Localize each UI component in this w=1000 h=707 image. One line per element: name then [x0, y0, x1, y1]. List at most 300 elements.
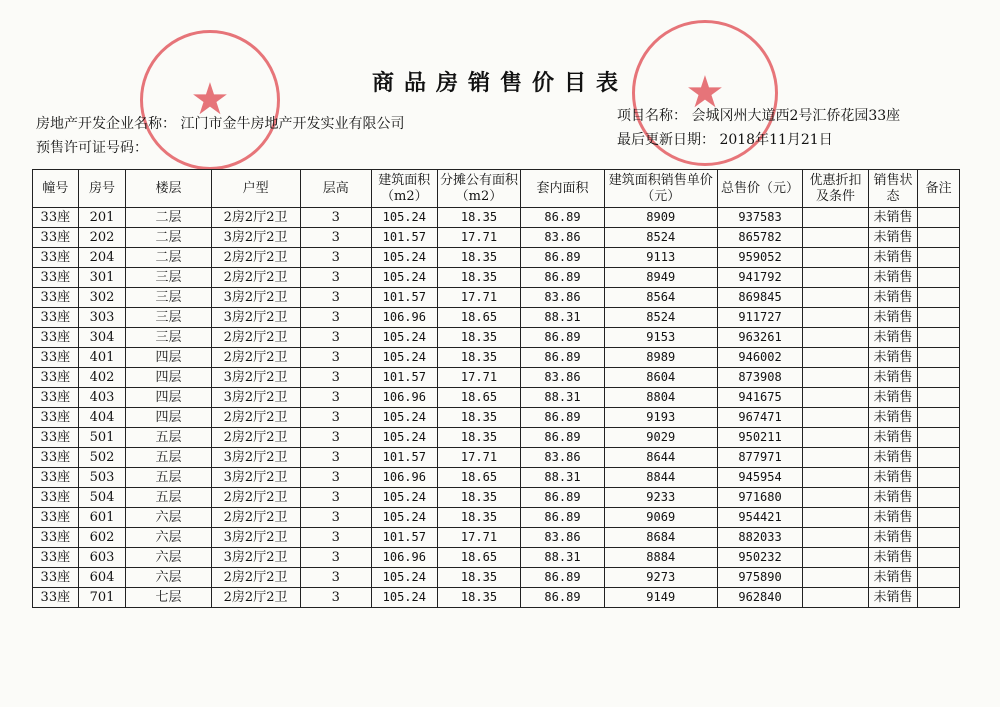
table-cell — [803, 508, 868, 528]
table-cell — [918, 508, 960, 528]
table-cell: 18.65 — [437, 308, 521, 328]
table-cell: 8684 — [604, 528, 717, 548]
table-cell: 二层 — [126, 208, 211, 228]
table-cell: 865782 — [717, 228, 803, 248]
table-cell — [803, 348, 868, 368]
table-cell: 五层 — [126, 468, 211, 488]
table-cell: 3房2厅2卫 — [211, 528, 300, 548]
table-cell: 2房2厅2卫 — [211, 268, 300, 288]
table-cell: 603 — [78, 548, 126, 568]
table-cell: 83.86 — [521, 528, 604, 548]
table-row — [33, 468, 960, 488]
table-row — [33, 288, 960, 308]
table-cell: 2房2厅2卫 — [211, 408, 300, 428]
table-cell: 3房2厅2卫 — [211, 548, 300, 568]
table-cell: 3 — [300, 528, 371, 548]
table-cell: 17.71 — [437, 448, 521, 468]
table-cell: 202 — [78, 228, 126, 248]
table-cell: 33座 — [33, 228, 79, 248]
table-cell: 三层 — [126, 288, 211, 308]
table-cell — [918, 368, 960, 388]
updated-label: 最后更新日期： — [617, 132, 715, 148]
table-cell: 86.89 — [521, 208, 604, 228]
table-cell — [918, 268, 960, 288]
table-cell: 未销售 — [868, 408, 918, 428]
table-cell: 33座 — [33, 348, 79, 368]
table-cell — [803, 388, 868, 408]
table-cell — [918, 308, 960, 328]
table-cell: 946002 — [717, 348, 803, 368]
table-cell: 四层 — [126, 348, 211, 368]
table-cell: 404 — [78, 408, 126, 428]
table-cell: 601 — [78, 508, 126, 528]
table-cell: 33座 — [33, 548, 79, 568]
table-cell: 86.89 — [521, 428, 604, 448]
table-cell — [918, 288, 960, 308]
table-cell: 二层 — [126, 248, 211, 268]
table-cell: 18.35 — [437, 208, 521, 228]
table-cell: 105.24 — [371, 248, 437, 268]
table-cell: 86.89 — [521, 408, 604, 428]
table-cell: 8844 — [604, 468, 717, 488]
table-cell: 950232 — [717, 548, 803, 568]
table-cell: 3房2厅2卫 — [211, 448, 300, 468]
table-cell: 8524 — [604, 228, 717, 248]
table-cell: 9029 — [604, 428, 717, 448]
table-cell: 三层 — [126, 268, 211, 288]
table-cell: 602 — [78, 528, 126, 548]
table-cell: 3 — [300, 268, 371, 288]
table-cell: 8644 — [604, 448, 717, 468]
column-header: 销售状态 — [868, 170, 918, 208]
table-cell: 86.89 — [521, 508, 604, 528]
table-cell: 83.86 — [521, 368, 604, 388]
table-cell: 106.96 — [371, 548, 437, 568]
table-cell: 8524 — [604, 308, 717, 328]
table-cell: 950211 — [717, 428, 803, 448]
table-cell: 504 — [78, 488, 126, 508]
table-cell: 未销售 — [868, 508, 918, 528]
column-header: 户型 — [211, 170, 300, 208]
page-title: 商品房销售价目表 — [371, 70, 628, 96]
column-header: 建筑面积销售单价（元） — [604, 170, 717, 208]
table-cell: 17.71 — [437, 228, 521, 248]
developer-name: 江门市金牛房地产开发实业有限公司 — [180, 116, 405, 132]
table-row — [33, 548, 960, 568]
table-cell: 105.24 — [371, 588, 437, 608]
table-cell: 3房2厅2卫 — [211, 228, 300, 248]
table-cell: 941792 — [717, 268, 803, 288]
table-cell — [803, 208, 868, 228]
table-cell: 未销售 — [868, 528, 918, 548]
table-cell: 959052 — [717, 248, 803, 268]
table-cell: 18.35 — [437, 588, 521, 608]
table-row — [33, 308, 960, 328]
table-cell: 3 — [300, 548, 371, 568]
table-cell: 2房2厅2卫 — [211, 488, 300, 508]
table-cell — [803, 528, 868, 548]
table-cell — [918, 408, 960, 428]
table-cell — [918, 568, 960, 588]
table-cell: 未销售 — [868, 368, 918, 388]
table-cell: 3 — [300, 588, 371, 608]
table-cell: 86.89 — [521, 348, 604, 368]
table-cell: 9153 — [604, 328, 717, 348]
table-cell: 105.24 — [371, 488, 437, 508]
table-cell — [803, 228, 868, 248]
project-line — [617, 105, 900, 125]
table-cell: 18.65 — [437, 548, 521, 568]
table-cell: 88.31 — [521, 548, 604, 568]
table-cell: 8604 — [604, 368, 717, 388]
table-cell: 3 — [300, 508, 371, 528]
table-cell: 二层 — [126, 228, 211, 248]
table-row — [33, 388, 960, 408]
table-cell: 3 — [300, 208, 371, 228]
table-cell: 33座 — [33, 248, 79, 268]
table-cell: 86.89 — [521, 568, 604, 588]
table-cell: 3 — [300, 448, 371, 468]
table-cell: 3 — [300, 328, 371, 348]
table-cell — [918, 588, 960, 608]
table-cell: 201 — [78, 208, 126, 228]
developer-label: 房地产开发企业名称： — [36, 116, 176, 132]
table-cell: 未销售 — [868, 468, 918, 488]
table-cell: 33座 — [33, 448, 79, 468]
table-cell: 8564 — [604, 288, 717, 308]
permit-label: 预售许可证号码： — [36, 140, 148, 156]
table-cell: 未销售 — [868, 388, 918, 408]
table-cell: 105.24 — [371, 328, 437, 348]
table-cell: 403 — [78, 388, 126, 408]
table-cell: 401 — [78, 348, 126, 368]
table-cell: 3房2厅2卫 — [211, 368, 300, 388]
table-cell: 975890 — [717, 568, 803, 588]
table-cell — [803, 268, 868, 288]
table-cell: 33座 — [33, 488, 79, 508]
table-cell: 未销售 — [868, 248, 918, 268]
table-cell: 3房2厅2卫 — [211, 468, 300, 488]
column-header: 幢号 — [33, 170, 79, 208]
table-cell: 33座 — [33, 388, 79, 408]
column-header: 优惠折扣及条件 — [803, 170, 868, 208]
table-cell: 501 — [78, 428, 126, 448]
table-cell: 3 — [300, 428, 371, 448]
table-cell — [918, 388, 960, 408]
table-cell: 3房2厅2卫 — [211, 388, 300, 408]
table-cell: 18.35 — [437, 488, 521, 508]
table-cell: 三层 — [126, 308, 211, 328]
table-cell: 33座 — [33, 268, 79, 288]
project-label: 项目名称： — [617, 108, 687, 124]
table-cell: 8884 — [604, 548, 717, 568]
table-cell — [803, 288, 868, 308]
table-cell: 2房2厅2卫 — [211, 208, 300, 228]
table-cell — [803, 548, 868, 568]
table-cell: 9193 — [604, 408, 717, 428]
column-header: 层高 — [300, 170, 371, 208]
table-cell: 六层 — [126, 568, 211, 588]
table-cell — [918, 428, 960, 448]
table-cell — [918, 248, 960, 268]
table-cell: 六层 — [126, 548, 211, 568]
table-cell: 869845 — [717, 288, 803, 308]
table-cell: 17.71 — [437, 288, 521, 308]
table-cell: 18.35 — [437, 508, 521, 528]
table-cell: 17.71 — [437, 368, 521, 388]
table-cell: 882033 — [717, 528, 803, 548]
table-cell: 302 — [78, 288, 126, 308]
table-cell — [803, 588, 868, 608]
table-cell: 101.57 — [371, 228, 437, 248]
column-header: 总售价（元） — [717, 170, 803, 208]
table-cell: 18.35 — [437, 408, 521, 428]
table-cell: 937583 — [717, 208, 803, 228]
table-cell: 105.24 — [371, 568, 437, 588]
table-cell: 9273 — [604, 568, 717, 588]
table-cell: 967471 — [717, 408, 803, 428]
table-cell: 2房2厅2卫 — [211, 328, 300, 348]
table-cell: 33座 — [33, 288, 79, 308]
star-icon: ★ — [685, 67, 725, 118]
table-cell: 3房2厅2卫 — [211, 288, 300, 308]
table-cell: 3 — [300, 568, 371, 588]
table-cell: 四层 — [126, 368, 211, 388]
star-icon: ★ — [190, 74, 230, 125]
column-header: 套内面积 — [521, 170, 604, 208]
column-header: 房号 — [78, 170, 126, 208]
table-cell: 2房2厅2卫 — [211, 428, 300, 448]
table-cell: 18.35 — [437, 568, 521, 588]
table-cell — [803, 408, 868, 428]
table-cell: 9233 — [604, 488, 717, 508]
table-cell — [918, 468, 960, 488]
table-cell: 301 — [78, 268, 126, 288]
table-cell: 六层 — [126, 508, 211, 528]
table-cell: 304 — [78, 328, 126, 348]
table-cell: 86.89 — [521, 268, 604, 288]
table-cell: 18.35 — [437, 328, 521, 348]
table-cell: 18.65 — [437, 388, 521, 408]
table-cell — [803, 308, 868, 328]
table-cell — [918, 348, 960, 368]
table-cell: 五层 — [126, 488, 211, 508]
table-cell: 3 — [300, 228, 371, 248]
table-cell: 3 — [300, 408, 371, 428]
price-table — [32, 169, 960, 608]
table-cell: 18.35 — [437, 248, 521, 268]
table-cell: 3 — [300, 288, 371, 308]
table-row — [33, 408, 960, 428]
table-cell: 33座 — [33, 368, 79, 388]
table-cell: 七层 — [126, 588, 211, 608]
table-cell: 2房2厅2卫 — [211, 248, 300, 268]
table-cell — [803, 428, 868, 448]
table-cell: 88.31 — [521, 468, 604, 488]
table-cell: 33座 — [33, 308, 79, 328]
table-row — [33, 428, 960, 448]
table-cell: 8989 — [604, 348, 717, 368]
table-cell: 101.57 — [371, 368, 437, 388]
table-cell: 四层 — [126, 388, 211, 408]
table-cell: 六层 — [126, 528, 211, 548]
table-cell — [803, 368, 868, 388]
table-cell: 3 — [300, 468, 371, 488]
table-cell — [918, 228, 960, 248]
table-cell: 106.96 — [371, 468, 437, 488]
table-cell: 未销售 — [868, 288, 918, 308]
table-cell: 未销售 — [868, 488, 918, 508]
table-cell: 18.35 — [437, 348, 521, 368]
table-cell: 83.86 — [521, 448, 604, 468]
table-cell: 9113 — [604, 248, 717, 268]
table-cell — [803, 568, 868, 588]
table-cell: 17.71 — [437, 528, 521, 548]
table-header-row — [33, 170, 960, 208]
table-cell: 106.96 — [371, 308, 437, 328]
column-header: 分摊公有面积（m2） — [437, 170, 521, 208]
table-row — [33, 328, 960, 348]
table-cell: 303 — [78, 308, 126, 328]
table-cell: 402 — [78, 368, 126, 388]
table-row — [33, 508, 960, 528]
table-cell: 8909 — [604, 208, 717, 228]
table-cell: 18.65 — [437, 468, 521, 488]
table-cell: 86.89 — [521, 248, 604, 268]
table-cell: 18.35 — [437, 268, 521, 288]
table-cell: 2房2厅2卫 — [211, 568, 300, 588]
updated-line — [617, 129, 833, 149]
table-cell: 8949 — [604, 268, 717, 288]
column-header: 备注 — [918, 170, 960, 208]
table-cell: 101.57 — [371, 288, 437, 308]
table-row — [33, 588, 960, 608]
table-cell — [918, 328, 960, 348]
table-cell: 3 — [300, 248, 371, 268]
table-cell — [918, 208, 960, 228]
column-header: 楼层 — [126, 170, 211, 208]
table-cell: 2房2厅2卫 — [211, 348, 300, 368]
table-cell: 33座 — [33, 568, 79, 588]
table-row — [33, 528, 960, 548]
table-cell: 未销售 — [868, 348, 918, 368]
project-name: 会城冈州大道西2号汇侨花园33座 — [691, 108, 901, 124]
table-cell: 86.89 — [521, 588, 604, 608]
table-cell: 未销售 — [868, 568, 918, 588]
table-cell — [803, 448, 868, 468]
table-cell: 945954 — [717, 468, 803, 488]
table-cell — [803, 248, 868, 268]
table-cell: 9069 — [604, 508, 717, 528]
table-cell: 941675 — [717, 388, 803, 408]
table-cell: 33座 — [33, 328, 79, 348]
table-cell: 未销售 — [868, 448, 918, 468]
table-cell: 三层 — [126, 328, 211, 348]
table-cell: 962840 — [717, 588, 803, 608]
table-row — [33, 228, 960, 248]
table-cell: 873908 — [717, 368, 803, 388]
column-header: 建筑面积（m2） — [371, 170, 437, 208]
table-cell: 五层 — [126, 448, 211, 468]
updated-date: 2018年11月21日 — [719, 132, 833, 148]
table-cell: 未销售 — [868, 328, 918, 348]
table-cell: 3 — [300, 368, 371, 388]
table-cell: 503 — [78, 468, 126, 488]
table-cell: 86.89 — [521, 328, 604, 348]
table-cell — [803, 328, 868, 348]
table-cell: 未销售 — [868, 588, 918, 608]
company-seal — [140, 30, 280, 170]
table-cell: 701 — [78, 588, 126, 608]
table-row — [33, 568, 960, 588]
table-cell: 五层 — [126, 428, 211, 448]
table-cell: 33座 — [33, 408, 79, 428]
table-cell: 33座 — [33, 208, 79, 228]
table-cell: 3 — [300, 388, 371, 408]
table-cell: 未销售 — [868, 548, 918, 568]
table-row — [33, 268, 960, 288]
table-row — [33, 348, 960, 368]
table-cell: 963261 — [717, 328, 803, 348]
table-cell: 105.24 — [371, 428, 437, 448]
table-cell: 3 — [300, 308, 371, 328]
table-cell: 105.24 — [371, 408, 437, 428]
table-cell: 33座 — [33, 588, 79, 608]
table-cell: 83.86 — [521, 288, 604, 308]
table-cell: 971680 — [717, 488, 803, 508]
table-cell: 18.35 — [437, 428, 521, 448]
developer-line — [36, 113, 404, 133]
table-cell — [803, 468, 868, 488]
table-cell: 105.24 — [371, 208, 437, 228]
table-row — [33, 488, 960, 508]
table-cell: 未销售 — [868, 208, 918, 228]
table-cell: 四层 — [126, 408, 211, 428]
table-row — [33, 208, 960, 228]
table-row — [33, 368, 960, 388]
table-cell: 86.89 — [521, 488, 604, 508]
table-cell: 33座 — [33, 428, 79, 448]
table-cell: 2房2厅2卫 — [211, 588, 300, 608]
table-cell: 604 — [78, 568, 126, 588]
table-cell: 未销售 — [868, 228, 918, 248]
table-cell — [918, 488, 960, 508]
table-cell: 954421 — [717, 508, 803, 528]
table-cell — [918, 448, 960, 468]
table-cell: 502 — [78, 448, 126, 468]
table-cell: 88.31 — [521, 388, 604, 408]
table-row — [33, 248, 960, 268]
permit-line — [36, 137, 148, 157]
table-cell: 204 — [78, 248, 126, 268]
table-cell: 101.57 — [371, 528, 437, 548]
table-cell: 106.96 — [371, 388, 437, 408]
table-cell: 911727 — [717, 308, 803, 328]
table-cell: 88.31 — [521, 308, 604, 328]
table-cell — [918, 528, 960, 548]
table-cell: 3 — [300, 488, 371, 508]
table-cell: 33座 — [33, 528, 79, 548]
table-cell: 33座 — [33, 468, 79, 488]
table-cell: 105.24 — [371, 348, 437, 368]
table-cell: 9149 — [604, 588, 717, 608]
table-cell: 3房2厅2卫 — [211, 308, 300, 328]
table-cell: 105.24 — [371, 268, 437, 288]
table-cell — [918, 548, 960, 568]
table-cell: 101.57 — [371, 448, 437, 468]
table-cell: 未销售 — [868, 268, 918, 288]
table-cell: 105.24 — [371, 508, 437, 528]
